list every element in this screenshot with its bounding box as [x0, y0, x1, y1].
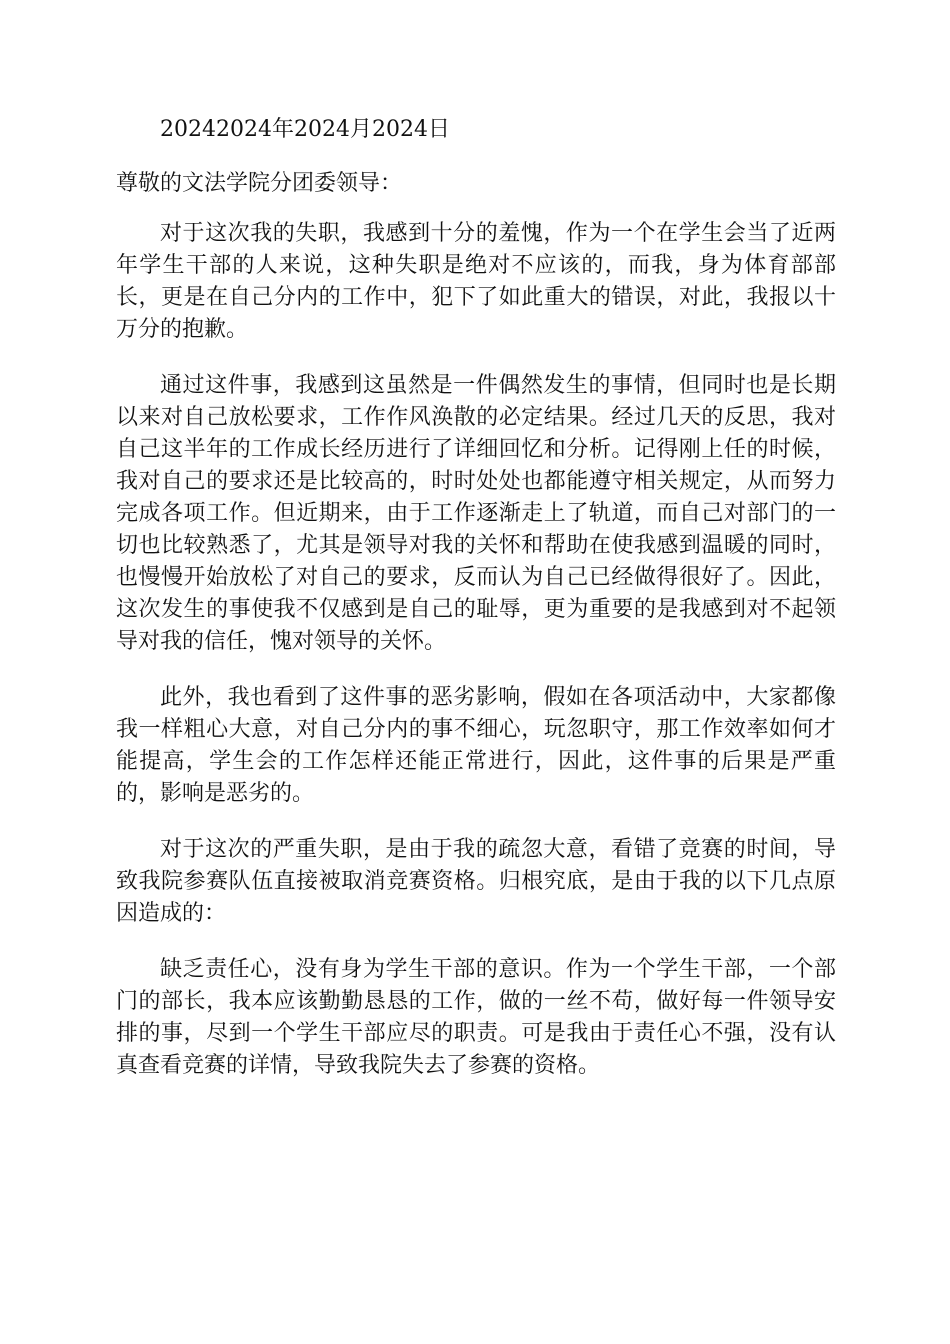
paragraph-line: 万分的抱歉。	[116, 317, 249, 342]
paragraph-line: 对于这次的严重失职，是由于我的疏忽大意，看错了竞赛的时间，导	[160, 837, 836, 862]
paragraph-line: 致我院参赛队伍直接被取消竞赛资格。归根究底，是由于我的以下几点原	[116, 869, 836, 894]
paragraph-3	[116, 682, 836, 810]
paragraph-line: 排的事，尽到一个学生干部应尽的职责。可是我由于责任心不强，没有认	[116, 1021, 836, 1046]
paragraph-line: 自己这半年的工作成长经历进行了详细回忆和分析。记得刚上任的时候，	[116, 437, 836, 462]
paragraph-line: 通过这件事，我感到这虽然是一件偶然发生的事情，但同时也是长期	[160, 373, 836, 398]
paragraph-line: 长，更是在自己分内的工作中，犯下了如此重大的错误，对此，我报以十	[116, 285, 836, 310]
paragraph-line: 也慢慢开始放松了对自己的要求，反而认为自己已经做得很好了。因此，	[116, 565, 836, 590]
salutation: 尊敬的文法学院分团委领导：	[116, 171, 403, 196]
paragraph-line: 门的部长，我本应该勤勤恳恳的工作，做的一丝不苟，做好每一件领导安	[116, 989, 836, 1014]
paragraph-1	[116, 218, 836, 346]
paragraph-line: 此外，我也看到了这件事的恶劣影响，假如在各项活动中，大家都像	[160, 685, 836, 710]
paragraph-line: 完成各项工作。但近期来，由于工作逐渐走上了轨道，而自己对部门的一	[116, 501, 836, 526]
paragraph-line: 因造成的：	[116, 901, 227, 926]
paragraph-line: 缺乏责任心，没有身为学生干部的意识。作为一个学生干部，一个部	[160, 957, 836, 982]
paragraph-4	[116, 834, 836, 930]
paragraph-line: 导对我的信任，愧对领导的关怀。	[116, 629, 447, 654]
paragraph-line: 年学生干部的人来说，这种失职是绝对不应该的，而我，身为体育部部	[116, 253, 836, 278]
paragraph-5	[116, 954, 836, 1082]
paragraph-line: 以来对自己放松要求，工作作风涣散的必定结果。经过几天的反思，我对	[116, 405, 836, 430]
paragraph-line: 真查看竞赛的详情，导致我院失去了参赛的资格。	[116, 1053, 601, 1078]
paragraph-line: 对于这次我的失职，我感到十分的羞愧，作为一个在学生会当了近两	[160, 221, 836, 246]
paragraph-line: 我一样粗心大意，对自己分内的事不细心，玩忽职守，那工作效率如何才	[116, 717, 836, 742]
paragraph-line: 我对自己的要求还是比较高的，时时处处也都能遵守相关规定，从而努力	[116, 469, 836, 494]
paragraph-line: 这次发生的事使我不仅感到是自己的耻辱，更为重要的是我感到对不起领	[116, 597, 836, 622]
paragraph-line: 的，影响是恶劣的。	[116, 781, 315, 806]
paragraph-line: 能提高，学生会的工作怎样还能正常进行，因此，这件事的后果是严重	[116, 749, 836, 774]
paragraph-2	[116, 370, 836, 658]
date-line: 20242024年2024月2024日	[160, 117, 450, 142]
letter-body	[116, 218, 836, 1106]
paragraph-line: 切也比较熟悉了，尤其是领导对我的关怀和帮助在使我感到温暖的同时，	[116, 533, 836, 558]
